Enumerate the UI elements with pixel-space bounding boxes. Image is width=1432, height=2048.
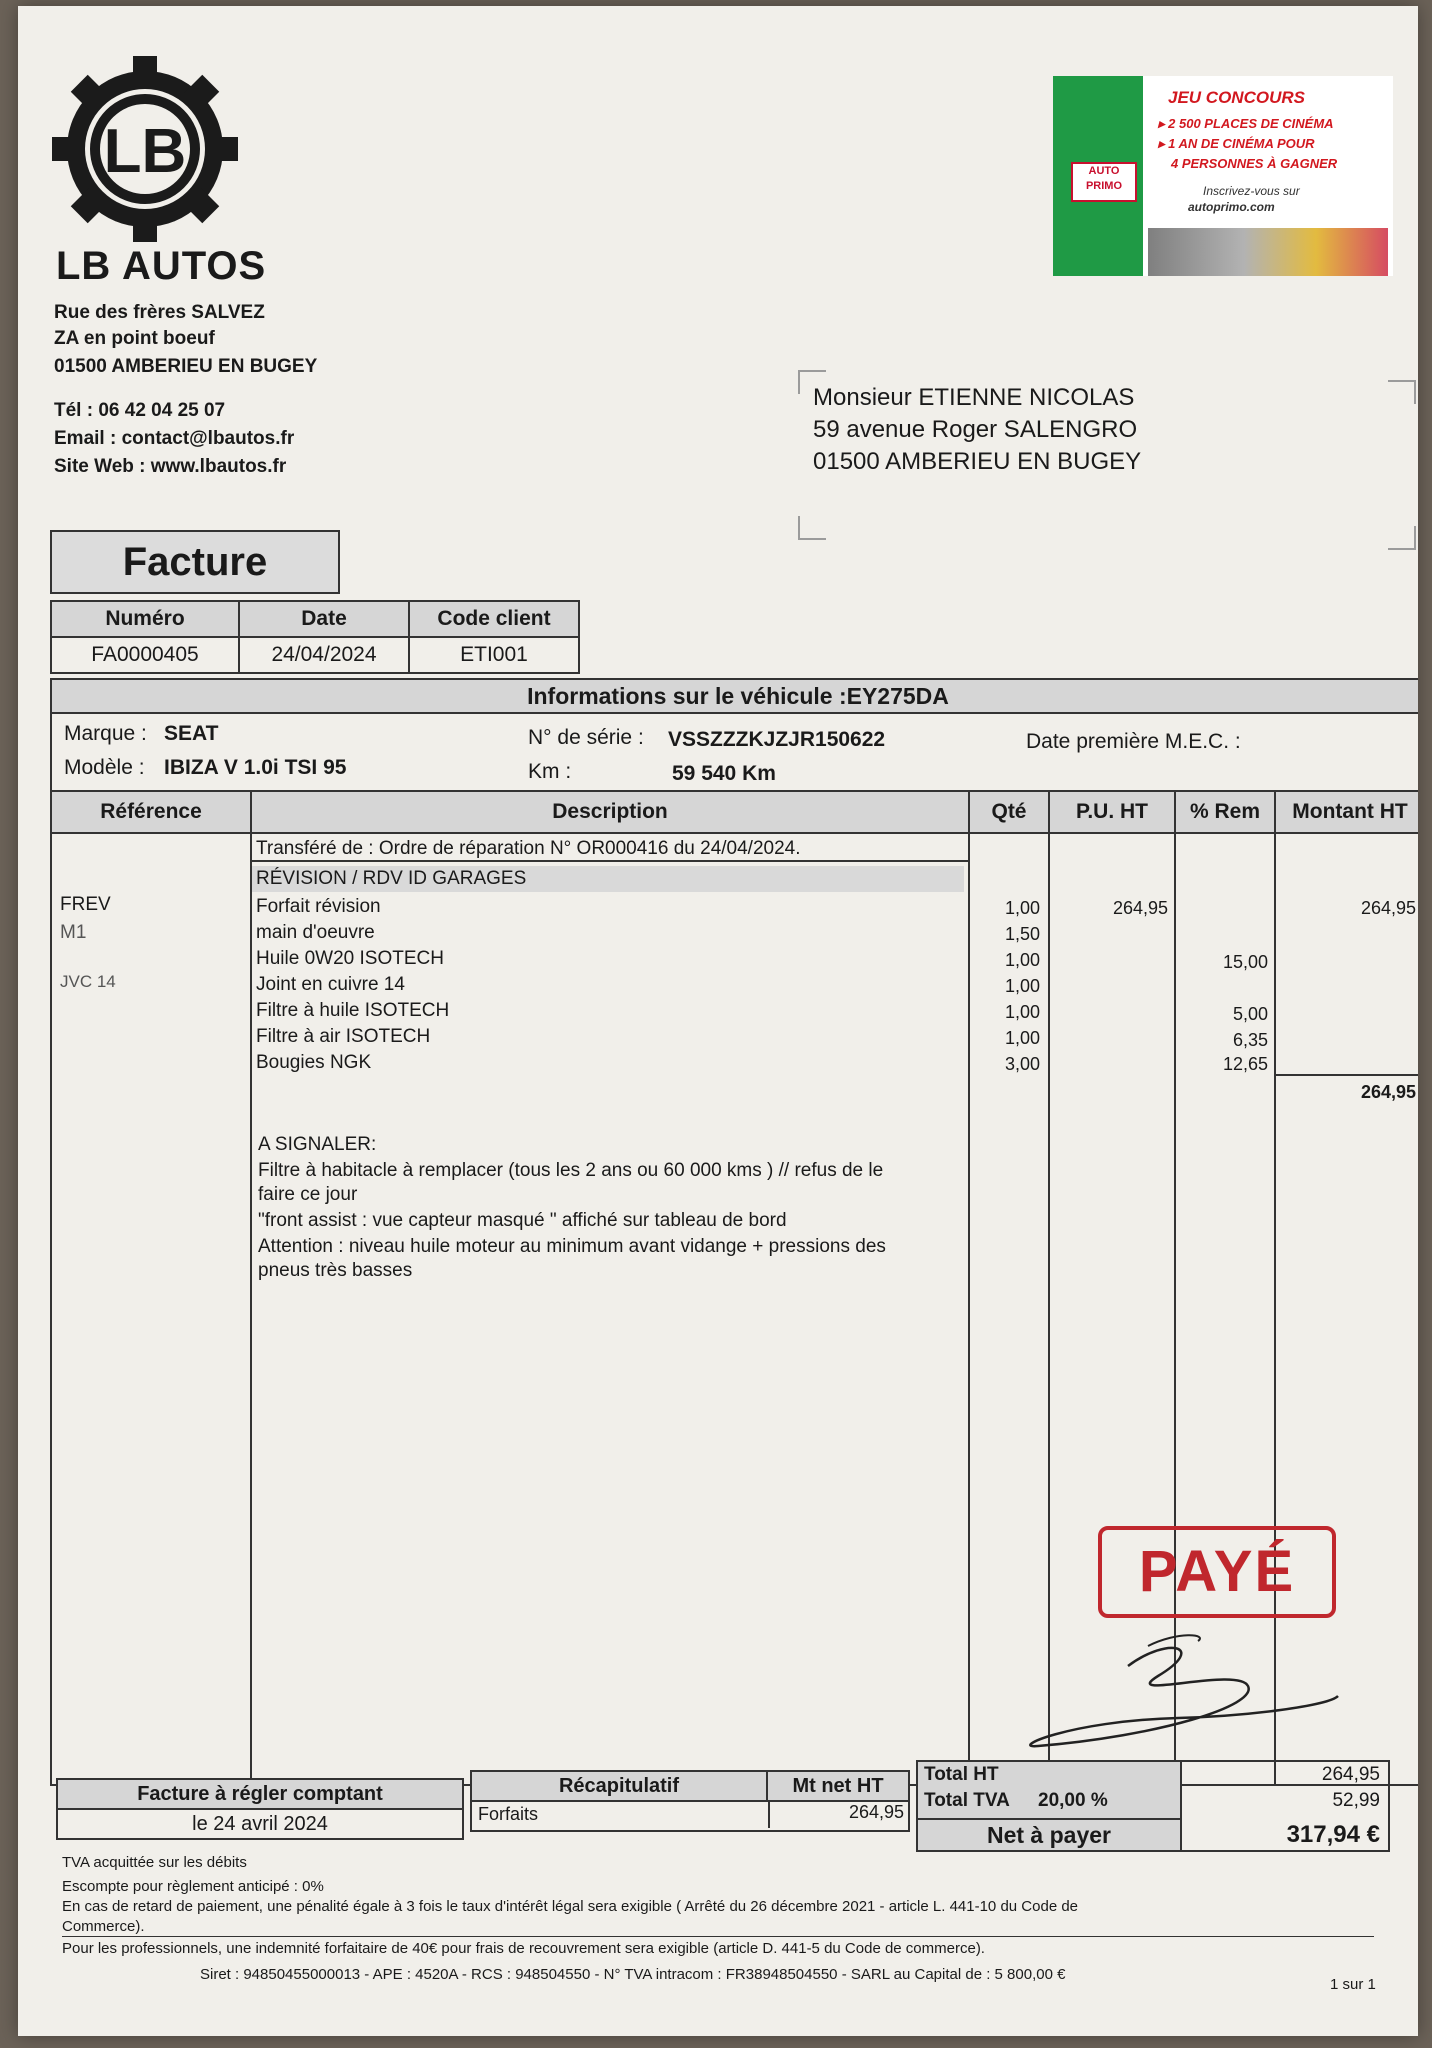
payment-terms-box	[56, 1778, 464, 1840]
gear-logo-icon	[50, 54, 240, 244]
line-ref: FREV	[60, 894, 111, 915]
invoice-header-table	[50, 600, 580, 674]
invoice-number-header: Numéro	[51, 601, 239, 637]
line-pu: 264,95	[1112, 898, 1168, 918]
serie-label: N° de série :	[528, 726, 644, 749]
invoice-date: 24/04/2024	[239, 637, 409, 673]
section-title: RÉVISION / RDV ID GARAGES	[256, 868, 527, 889]
note-line: Filtre à habitacle à remplacer (tous les 2 ans ou 60 000 kms ) // refus de le	[258, 1160, 884, 1181]
window-corner-tr	[1388, 380, 1416, 404]
col-divider	[250, 792, 252, 1784]
autoprimo-badge: AUTO PRIMO	[1071, 162, 1137, 202]
net-payable-value: 317,94 €	[1286, 1821, 1380, 1848]
footer-divider	[62, 1936, 1374, 1937]
invoice-number: FA0000405	[51, 637, 239, 673]
line-qty: 1,50	[1004, 924, 1040, 944]
line-qty: 3,00	[1004, 1054, 1040, 1074]
company-address-2: ZA en point boeuf	[54, 328, 215, 349]
line-ref: JVC 14	[60, 972, 116, 991]
paid-stamp: PAYÉ	[1098, 1526, 1336, 1618]
page-number: 1 sur 1	[1330, 1976, 1376, 1993]
promo-signup-text: Inscrivez-vous sur	[1203, 184, 1300, 198]
subtotal-divider	[1276, 1074, 1418, 1076]
section-subtotal: 264,95	[1360, 1082, 1416, 1102]
footer-discount: Escompte pour règlement anticipé : 0%	[62, 1878, 324, 1895]
note-line: faire ce jour	[258, 1184, 358, 1205]
note-line: A SIGNALER:	[258, 1134, 377, 1155]
footer-late-penalty-end: Commerce).	[62, 1918, 145, 1935]
footer-tva-note: TVA acquittée sur les débits	[62, 1854, 247, 1871]
recap-label: Forfaits	[478, 1804, 539, 1824]
vehicle-info-box	[50, 678, 1418, 792]
signature-icon	[1008, 1626, 1348, 1766]
line-desc: main d'oeuvre	[256, 922, 375, 943]
document-title: Facture	[50, 530, 340, 594]
line-desc: Bougies NGK	[256, 1052, 372, 1073]
col-qty-header: Qté	[970, 792, 1048, 834]
recipient-street: 59 avenue Roger SALENGRO	[813, 416, 1138, 443]
line-qty: 1,00	[1004, 1002, 1040, 1022]
note-line: Attention : niveau huile moteur au minimum avant vidange + pressions des	[258, 1236, 886, 1257]
window-corner-bl	[798, 516, 826, 540]
promo-line-3: 4 PERSONNES À GAGNER	[1171, 156, 1338, 171]
company-registration: Siret : 94850455000013 - APE : 4520A - RCS : 948504550 - N° TVA intracom : FR38948504550 - SARL au Capital de : 5 800,00 €	[200, 1966, 1066, 1983]
tva-rate: 20,00 %	[1038, 1790, 1108, 1811]
recap-value: 264,95	[768, 1802, 904, 1828]
mec-label: Date première M.E.C. :	[1026, 730, 1241, 753]
vehicle-info-title: Informations sur le véhicule :EY275DA	[52, 680, 1418, 714]
line-desc: Joint en cuivre 14	[256, 974, 405, 995]
line-qty: 1,00	[1004, 950, 1040, 970]
col-pu-header: P.U. HT	[1050, 792, 1174, 834]
intro-divider	[252, 860, 968, 862]
recap-box	[470, 1770, 910, 1832]
col-reference-header: Référence	[52, 792, 250, 834]
promo-line-2: ▸ 1 AN DE CINÉMA POUR	[1158, 136, 1315, 151]
modele-label: Modèle :	[64, 756, 145, 779]
marque-value: SEAT	[164, 722, 219, 745]
line-qty: 1,00	[1004, 1028, 1040, 1048]
modele-value: IBIZA V 1.0i TSI 95	[164, 756, 347, 779]
line-desc: Filtre à air ISOTECH	[256, 1026, 431, 1047]
net-payable-label: Net à payer	[918, 1820, 1182, 1850]
total-ht-label: Total HT	[924, 1764, 999, 1785]
company-website: Site Web : www.lbautos.fr	[54, 456, 287, 477]
km-value: 59 540 Km	[672, 762, 776, 785]
client-code-header: Code client	[409, 601, 579, 637]
line-desc: Filtre à huile ISOTECH	[256, 1000, 450, 1021]
recap-title: Récapitulatif	[472, 1772, 768, 1802]
invoice-date-header: Date	[239, 601, 409, 637]
transfer-note: Transféré de : Ordre de réparation N° OR000416 du 24/04/2024.	[256, 838, 801, 859]
logo-letters: LB	[103, 117, 187, 186]
promo-line-1: ▸ 2 500 PLACES DE CINÉMA	[1158, 116, 1334, 131]
company-phone: Tél : 06 42 04 25 07	[54, 400, 226, 421]
footer-late-penalty: En cas de retard de paiement, une pénalité égale à 3 fois le taux d'intérêt légal sera exigible ( Arrêté du 26 décembre 2021 - article L. 441-10 du Code de	[62, 1898, 1079, 1915]
payment-due-date: le 24 avril 2024	[192, 1813, 328, 1835]
invoice-page	[18, 6, 1418, 2036]
company-name: LB AUTOS	[56, 244, 267, 288]
window-corner-br	[1388, 526, 1416, 550]
line-rem: 12,65	[1222, 1054, 1268, 1074]
total-tva-label: Total TVA	[924, 1790, 1010, 1811]
total-tva-value: 52,99	[1332, 1790, 1380, 1811]
recipient-city: 01500 AMBERIEU EN BUGEY	[813, 448, 1142, 475]
recipient-name: Monsieur ETIENNE NICOLAS	[813, 384, 1135, 411]
col-amount-header: Montant HT	[1276, 792, 1418, 834]
line-qty: 1,00	[1004, 976, 1040, 996]
line-amount: 264,95	[1360, 898, 1416, 918]
col-rem-header: % Rem	[1176, 792, 1274, 834]
recap-amount-header: Mt net HT	[768, 1772, 908, 1802]
promo-title: JEU CONCOURS	[1168, 88, 1305, 107]
promo-url: autoprimo.com	[1188, 200, 1275, 214]
serie-value: VSSZZZKJZJR150622	[668, 728, 886, 751]
note-line: "front assist : vue capteur masqué " affiché sur tableau de bord	[258, 1210, 787, 1231]
note-line: pneus très basses	[258, 1260, 413, 1281]
line-ref: M1	[60, 922, 87, 943]
line-qty: 1,00	[1004, 898, 1040, 918]
marque-label: Marque :	[64, 722, 147, 745]
line-desc: Forfait révision	[256, 896, 381, 917]
promo-sticker	[1053, 76, 1393, 276]
line-desc: Huile 0W20 ISOTECH	[256, 948, 444, 969]
line-rem: 5,00	[1232, 1004, 1268, 1024]
company-email: Email : contact@lbautos.fr	[54, 428, 295, 449]
payment-terms-title: Facture à régler comptant	[58, 1780, 462, 1810]
footer-indemnity: Pour les professionnels, une indemnité forfaitaire de 40€ pour frais de recouvrement sera exigible (article D. 441-5 du Code de commerce).	[62, 1940, 985, 1957]
total-ht-value: 264,95	[1321, 1764, 1380, 1785]
company-address-3: 01500 AMBERIEU EN BUGEY	[54, 356, 318, 377]
film-reel-illustration	[1148, 228, 1388, 276]
totals-box	[916, 1760, 1390, 1852]
line-rem: 15,00	[1222, 952, 1268, 972]
client-code: ETI001	[409, 637, 579, 673]
col-description-header: Description	[252, 792, 968, 834]
line-rem: 6,35	[1232, 1030, 1268, 1050]
company-address-1: Rue des frères SALVEZ	[54, 302, 265, 323]
km-label: Km :	[528, 760, 572, 783]
